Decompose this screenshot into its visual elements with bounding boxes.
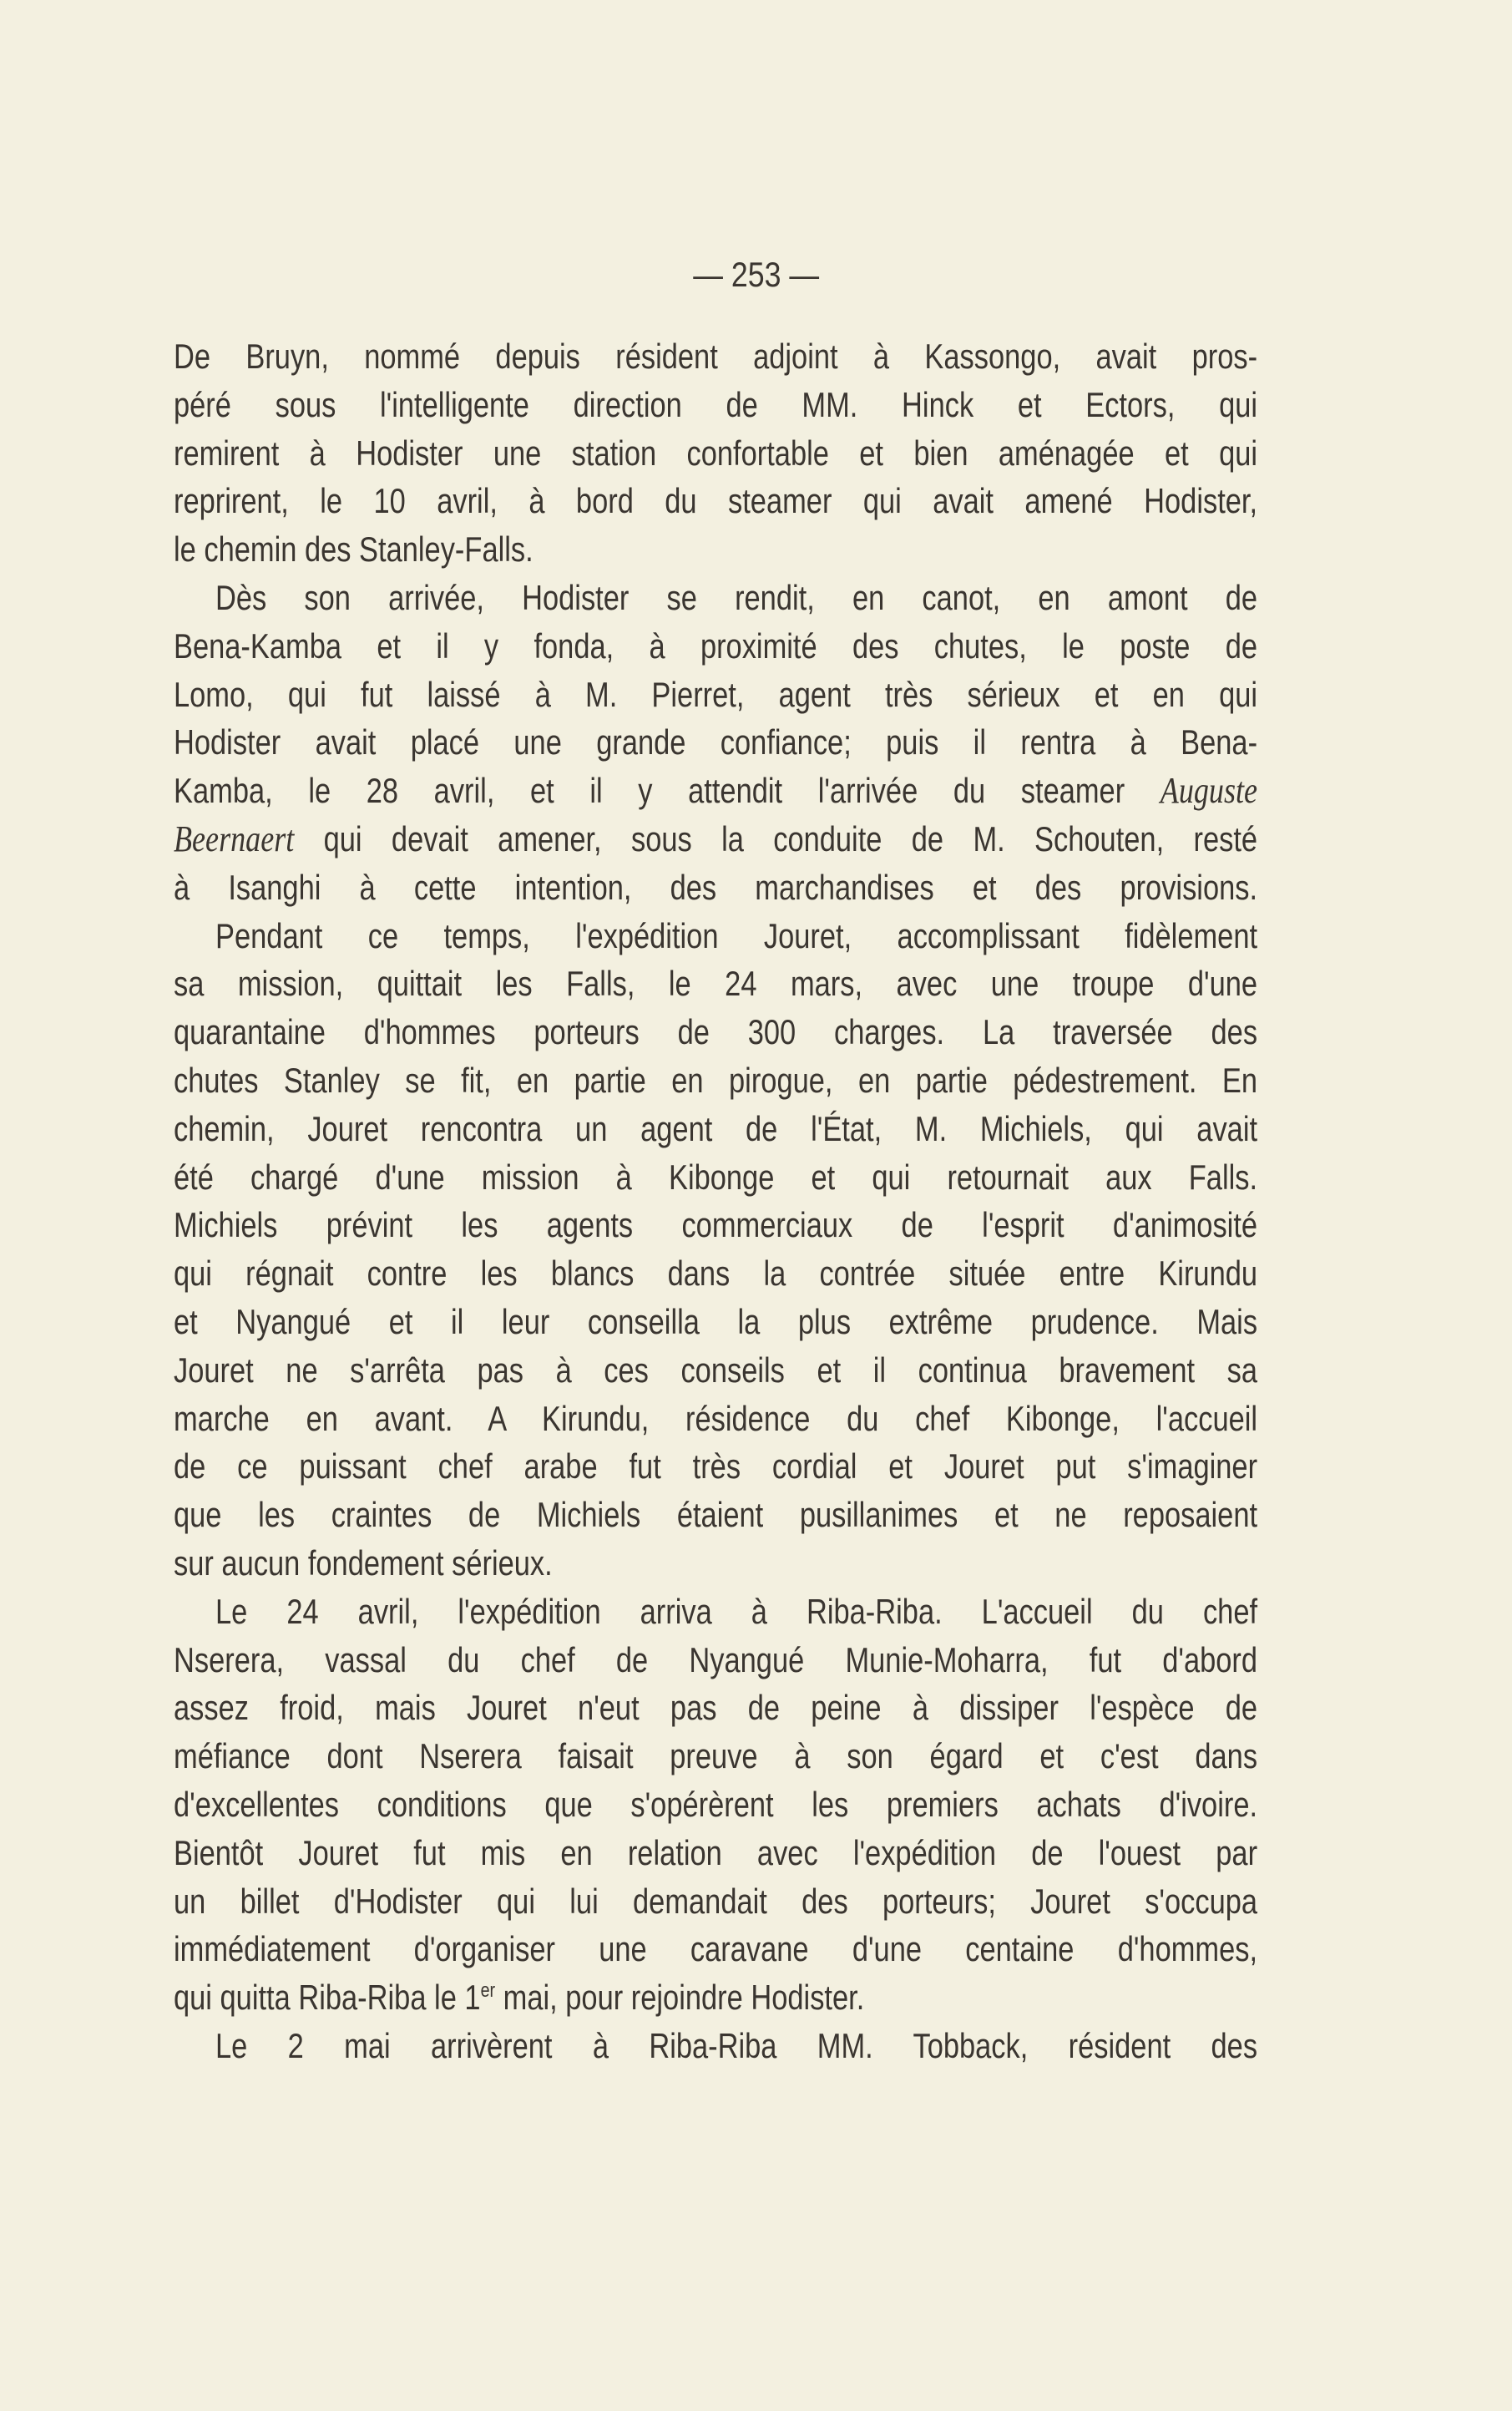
text-line bbox=[174, 525, 1257, 574]
text-line-content bbox=[174, 1056, 1257, 1105]
text-line bbox=[174, 1298, 1257, 1346]
text-line-content bbox=[174, 1249, 1257, 1298]
text-line bbox=[174, 1973, 1257, 2022]
text-line-content bbox=[174, 767, 1257, 815]
text-line-content bbox=[174, 1588, 1257, 1636]
text-segment: Bena-Kamba et il y fonda, à proximité des chutes, le poste de bbox=[174, 626, 1258, 666]
text-line-content bbox=[174, 332, 1257, 381]
text-line-content bbox=[174, 1346, 1257, 1395]
superscript-text: er bbox=[480, 1979, 496, 2003]
text-segment: assez froid, mais Jouret n'eut pas de peine à dissiper l'espèce de bbox=[174, 1688, 1258, 1728]
text-segment: Nserera, vassal du chef de Nyangué Munie-Moharra, fut d'abord bbox=[174, 1639, 1258, 1679]
body-text bbox=[174, 332, 1257, 2070]
text-line-content bbox=[174, 622, 1257, 671]
text-line bbox=[174, 1588, 1257, 1636]
text-line bbox=[174, 1008, 1257, 1056]
text-segment: chutes Stanley se fit, en partie en pirogue, en partie pédestrement. En bbox=[174, 1060, 1258, 1100]
text-line-content bbox=[174, 1395, 1257, 1443]
text-line-content bbox=[174, 1684, 1257, 1732]
text-line bbox=[174, 477, 1257, 525]
text-segment: qui quitta Riba-Riba le 1 bbox=[174, 1978, 481, 2018]
text-segment: quarantaine d'hommes porteurs de 300 charges. La traversée des bbox=[174, 1012, 1258, 1052]
text-line-content bbox=[174, 2022, 1257, 2070]
text-line bbox=[174, 1442, 1257, 1491]
text-segment: de ce puissant chef arabe fut très cordial et Jouret put s'imaginer bbox=[174, 1446, 1258, 1487]
text-line bbox=[174, 767, 1257, 815]
text-segment: Le 24 avril, l'expédition arriva à Riba-Riba. L'accueil du chef bbox=[215, 1591, 1258, 1631]
text-segment: reprirent, le 10 avril, à bord du steamer qui avait amené Hodister, bbox=[174, 481, 1258, 521]
text-line-content bbox=[174, 429, 1257, 478]
text-line bbox=[174, 1105, 1257, 1153]
text-segment: Kamba, le 28 avril, et il y attendit l'arrivée du steamer bbox=[174, 771, 1161, 811]
text-segment: sa mission, quittait les Falls, le 24 mars, avec une troupe d'une bbox=[174, 964, 1258, 1004]
text-segment: Le 2 mai arrivèrent à Riba-Riba MM. Tobback, résident des bbox=[215, 2025, 1258, 2065]
text-line bbox=[174, 1925, 1257, 1973]
text-segment: et Nyangué et il leur conseilla la plus extrême prudence. Mais bbox=[174, 1301, 1258, 1341]
text-segment: le chemin des Stanley-Falls. bbox=[174, 529, 533, 570]
text-line-content bbox=[174, 381, 1257, 429]
page-number bbox=[0, 255, 1512, 295]
text-line-content bbox=[174, 1829, 1257, 1877]
text-line-content bbox=[174, 1973, 1257, 2022]
text-line-content bbox=[174, 1780, 1257, 1829]
text-segment: que les craintes de Michiels étaient pusillanimes et ne reposaient bbox=[174, 1495, 1258, 1535]
text-line-content bbox=[174, 1539, 1257, 1588]
text-line-content bbox=[174, 1925, 1257, 1973]
text-line bbox=[174, 864, 1257, 912]
text-line-content bbox=[174, 1491, 1257, 1539]
text-line-content bbox=[174, 1877, 1257, 1926]
text-line bbox=[174, 912, 1257, 960]
text-segment: Pendant ce temps, l'expédition Jouret, accomplissant fidèlement bbox=[215, 915, 1258, 955]
page-number-text: — 253 — bbox=[693, 255, 819, 294]
text-line-content bbox=[174, 960, 1257, 1008]
text-segment: Michiels prévint les agents commerciaux de l'esprit d'animosité bbox=[174, 1205, 1258, 1245]
text-line-content bbox=[174, 525, 1257, 574]
text-segment: péré sous l'intelligente direction de MM. Hinck et Ectors, qui bbox=[174, 384, 1258, 424]
text-line bbox=[174, 1153, 1257, 1202]
text-segment: méfiance dont Nserera faisait preuve à son égard et c'est dans bbox=[174, 1736, 1258, 1776]
text-line bbox=[174, 1780, 1257, 1829]
text-line-content bbox=[174, 574, 1257, 622]
text-segment: Dès son arrivée, Hodister se rendit, en canot, en amont de bbox=[215, 577, 1258, 617]
text-line bbox=[174, 671, 1257, 719]
text-line bbox=[174, 574, 1257, 622]
text-line-content bbox=[174, 1201, 1257, 1249]
text-segment: immédiatement d'organiser une caravane d'une centaine d'hommes, bbox=[174, 1929, 1258, 1969]
text-line bbox=[174, 2022, 1257, 2070]
text-line-content bbox=[174, 1636, 1257, 1684]
text-line-content bbox=[174, 1153, 1257, 1202]
text-line bbox=[174, 1491, 1257, 1539]
italic-text: Auguste bbox=[1160, 770, 1258, 812]
text-segment: remirent à Hodister une station confortable et bien aménagée et qui bbox=[174, 433, 1258, 473]
text-segment: qui devait amener, sous la conduite de M. Schouten, resté bbox=[294, 818, 1258, 859]
text-line bbox=[174, 1684, 1257, 1732]
text-line-content bbox=[174, 1732, 1257, 1780]
text-line-content bbox=[174, 1008, 1257, 1056]
text-segment: marche en avant. A Kirundu, résidence du chef Kibonge, l'accueil bbox=[174, 1398, 1258, 1438]
text-line bbox=[174, 1201, 1257, 1249]
text-line-content bbox=[174, 1298, 1257, 1346]
text-line-content bbox=[174, 912, 1257, 960]
text-segment: d'excellentes conditions que s'opérèrent les premiers achats d'ivoire. bbox=[174, 1784, 1258, 1824]
text-line bbox=[174, 960, 1257, 1008]
text-segment: été chargé d'une mission à Kibonge et qui retournait aux Falls. bbox=[174, 1157, 1258, 1197]
text-line bbox=[174, 718, 1257, 767]
text-line bbox=[174, 1395, 1257, 1443]
text-line-content bbox=[174, 815, 1257, 864]
text-line-content bbox=[174, 1442, 1257, 1491]
text-segment: qui régnait contre les blancs dans la contrée située entre Kirundu bbox=[174, 1254, 1258, 1294]
text-segment: chemin, Jouret rencontra un agent de l'État, M. Michiels, qui avait bbox=[174, 1108, 1258, 1148]
text-segment: De Bruyn, nommé depuis résident adjoint à Kassongo, avait pros- bbox=[174, 337, 1258, 376]
text-segment: mai, pour rejoindre Hodister. bbox=[495, 1978, 865, 2018]
text-segment: Hodister avait placé une grande confiance; puis il rentra à Bena- bbox=[174, 722, 1258, 762]
text-line bbox=[174, 1539, 1257, 1588]
text-line bbox=[174, 815, 1257, 864]
italic-text: Beernaert bbox=[174, 818, 295, 859]
text-segment: Lomo, qui fut laissé à M. Pierret, agent très sérieux et en qui bbox=[174, 674, 1258, 714]
text-line-content bbox=[174, 477, 1257, 525]
text-line bbox=[174, 1829, 1257, 1877]
text-segment: à Isanghi à cette intention, des marchandises et des provisions. bbox=[174, 867, 1258, 907]
text-segment: un billet d'Hodister qui lui demandait des porteurs; Jouret s'occupa bbox=[174, 1881, 1258, 1921]
text-line bbox=[174, 1636, 1257, 1684]
text-segment: sur aucun fondement sérieux. bbox=[174, 1542, 553, 1583]
text-line bbox=[174, 381, 1257, 429]
text-line-content bbox=[174, 671, 1257, 719]
text-line-content bbox=[174, 1105, 1257, 1153]
text-line-content bbox=[174, 718, 1257, 767]
text-segment: Bientôt Jouret fut mis en relation avec l'expédition de l'ouest par bbox=[174, 1832, 1258, 1872]
text-line bbox=[174, 1249, 1257, 1298]
text-line bbox=[174, 1056, 1257, 1105]
text-line-content bbox=[174, 864, 1257, 912]
text-line bbox=[174, 1346, 1257, 1395]
text-segment: Jouret ne s'arrêta pas à ces conseils et il continua bravement sa bbox=[174, 1350, 1258, 1390]
text-line bbox=[174, 1732, 1257, 1780]
text-line bbox=[174, 1877, 1257, 1926]
text-line bbox=[174, 429, 1257, 478]
text-line bbox=[174, 622, 1257, 671]
text-line bbox=[174, 332, 1257, 381]
